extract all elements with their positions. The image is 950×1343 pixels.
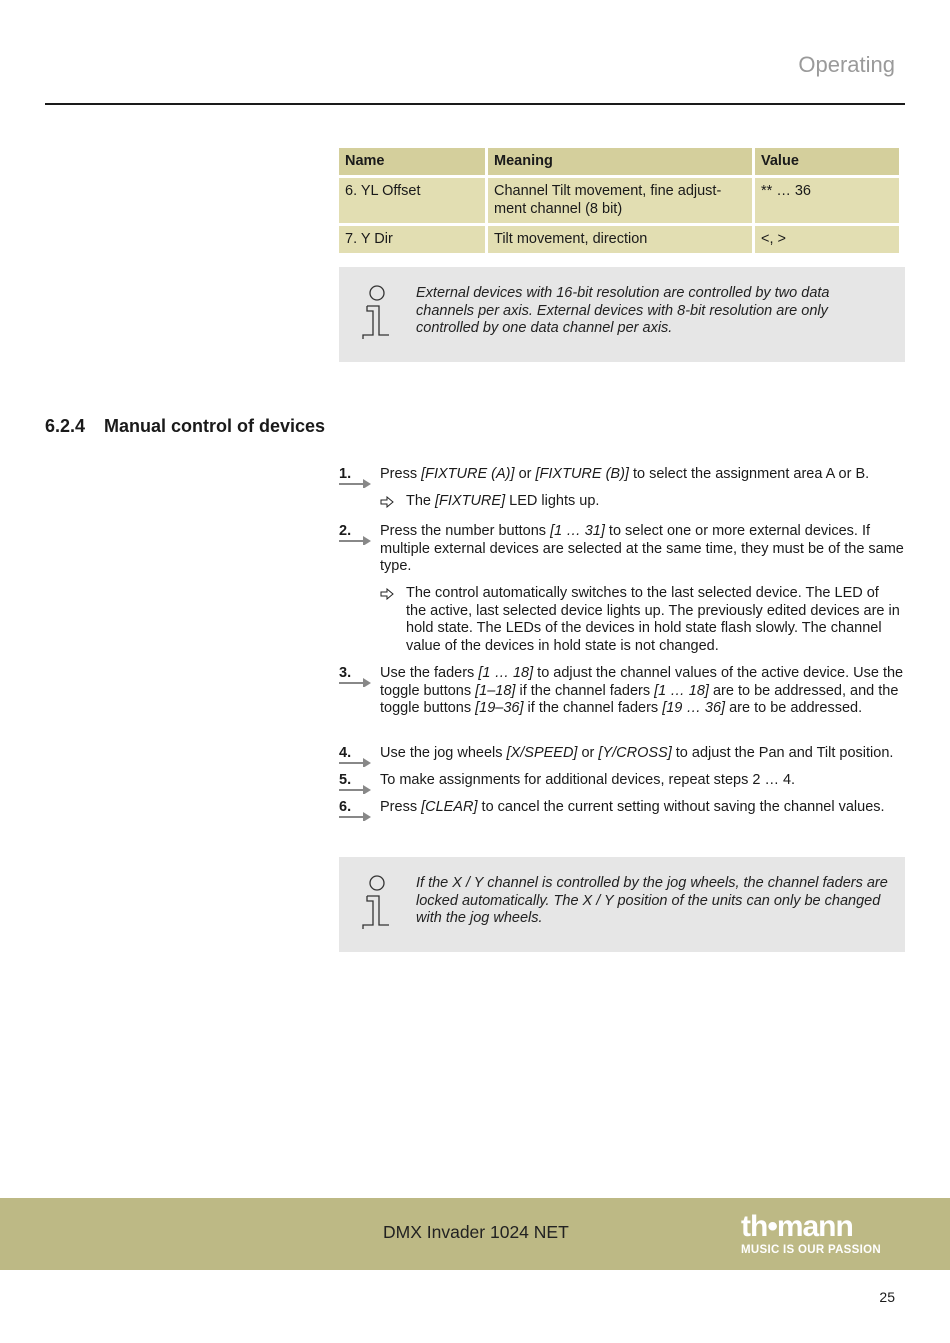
table-cell: Tilt movement, direction <box>488 226 752 253</box>
step-arrow-icon <box>339 677 373 687</box>
section-header: Operating <box>798 52 895 77</box>
section-heading <box>45 416 325 437</box>
step-arrow-icon <box>339 811 373 821</box>
step-arrow-icon <box>339 478 373 488</box>
table-header-row <box>339 148 899 175</box>
step-arrow-icon <box>339 784 373 794</box>
step-item <box>339 772 905 792</box>
table-cell: 6. YL Offset <box>339 178 485 223</box>
step-arrow-icon <box>339 757 373 767</box>
column-header-name: Name <box>339 148 485 175</box>
step-item <box>339 466 905 486</box>
result-text: The [FIXTURE] LED lights up. <box>406 493 600 509</box>
step-text: Press the number buttons [1 … 31] to select one or more external devices. If multiple external devices are selected at the same time, they must be of the same type. <box>380 523 904 574</box>
footer-band <box>0 1198 950 1270</box>
step-number: 4. <box>339 745 352 761</box>
result-text: The control automatically switches to the last selected device. The LED of the active, last selected device lights up. The previously edited devices are in hold state. The LEDs of the devices in hold state flash slowly. The channel value of the devices in hold state is not changed. <box>406 585 900 654</box>
step-arrow-icon <box>339 535 373 545</box>
brand-logo <box>741 1212 881 1256</box>
section-number: 6.2.4 <box>45 416 86 436</box>
footer-product-name: DMX Invader 1024 NET <box>383 1222 569 1242</box>
step-item <box>339 665 905 737</box>
result-arrow-icon <box>380 496 394 508</box>
step-number: 6. <box>339 799 352 815</box>
step-text: To make assignments for additional devices, repeat steps 2 … 4. <box>380 772 796 788</box>
info-note-text: External devices with 16-bit resolution are controlled by two data channels per axis. External devices with 8-bit resolution are only controlled by one data channel per axis. <box>416 285 830 336</box>
step-item <box>339 799 905 819</box>
step-number: 1. <box>339 466 352 482</box>
table-cell: Channel Tilt movement, fine adjust-ment channel (8 bit) <box>488 178 752 223</box>
step-item <box>339 523 905 578</box>
column-header-meaning: Meaning <box>488 148 752 175</box>
step-number: 5. <box>339 772 352 788</box>
logo-wordmark: th•mann <box>741 1210 853 1243</box>
info-note <box>339 857 905 952</box>
table-cell: 7. Y Dir <box>339 226 485 253</box>
table-row <box>339 178 899 223</box>
step-text: Use the faders [1 … 18] to adjust the channel values of the active device. Use the toggle buttons [1–18] if the channel faders [1 … 18] are to be addressed, and the toggle buttons [19–36] if the channel faders [19 … 36] are to be addressed. <box>380 665 904 716</box>
step-item <box>339 745 905 765</box>
table-cell: ** … 36 <box>755 178 899 223</box>
section-title: Manual control of devices <box>104 416 326 436</box>
table-cell: <, > <box>755 226 899 253</box>
info-note-text: If the X / Y channel is controlled by the jog wheels, the channel faders are locked automatically. The X / Y position of the units can only be changed with the jog wheels. <box>416 875 888 926</box>
step-number: 3. <box>339 665 352 681</box>
parameter-table <box>336 145 902 256</box>
page-number: 25 <box>879 1289 895 1305</box>
result-arrow-icon <box>380 588 394 600</box>
table-row <box>339 226 899 253</box>
step-number: 2. <box>339 523 352 539</box>
step-text: Use the jog wheels [X/SPEED] or [Y/CROSS] to adjust the Pan and Tilt position. <box>380 745 894 761</box>
info-note <box>339 267 905 362</box>
info-icon <box>361 285 395 341</box>
step-text: Press [CLEAR] to cancel the current setting without saving the channel values. <box>380 799 885 815</box>
logo-tagline: MUSIC IS OUR PASSION <box>741 1244 881 1256</box>
info-icon <box>361 875 395 931</box>
step-text: Press [FIXTURE (A)] or [FIXTURE (B)] to select the assignment area A or B. <box>380 466 870 482</box>
column-header-value: Value <box>755 148 899 175</box>
header-rule <box>45 103 905 105</box>
